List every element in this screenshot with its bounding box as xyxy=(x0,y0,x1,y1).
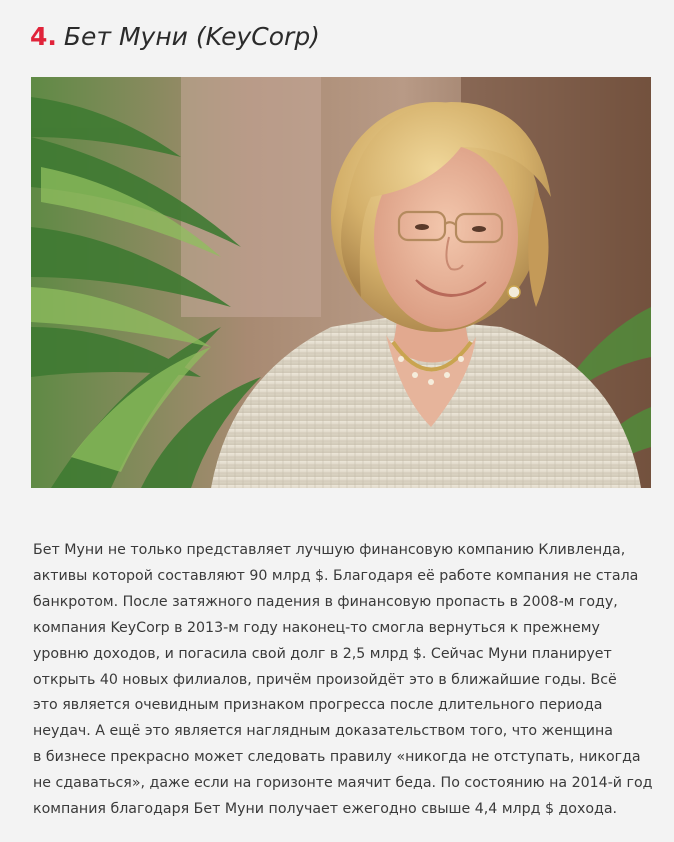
paragraph-line: неудач. А ещё это является наглядным доказательством того, что женщина xyxy=(33,723,613,740)
article-heading xyxy=(30,22,320,62)
paragraph-line: активы которой составляют 90 млрд $. Благодаря её работе компания не стала xyxy=(33,567,639,584)
paragraph-line: это является очевидным признаком прогресса после длительного периода xyxy=(33,697,603,714)
article-paragraph xyxy=(33,538,653,823)
paragraph-line: банкротом. После затяжного падения в финансовую пропасть в 2008-м году, xyxy=(33,593,618,610)
portrait-photo xyxy=(31,77,651,488)
article-title: Бет Муни (KeyCorp) xyxy=(63,22,320,51)
paragraph-line: компания благодаря Бет Муни получает ежегодно свыше 4,4 млрд $ дохода. xyxy=(33,801,618,818)
paragraph-line: открыть 40 новых филиалов, причём произойдёт это в ближайшие годы. Всё xyxy=(33,671,617,688)
rank-number: 4. xyxy=(30,22,57,51)
paragraph-line: в бизнесе прекрасно может следовать правилу «никогда не отступать, никогда xyxy=(33,749,641,766)
portrait-illustration xyxy=(31,77,651,488)
paragraph-line: уровню доходов, и погасила свой долг в 2,5 млрд $. Сейчас Муни планирует xyxy=(33,645,612,662)
paragraph-line: компания KeyCorp в 2013-м году наконец-то смогла вернуться к прежнему xyxy=(33,619,600,636)
paragraph-line: Бет Муни не только представляет лучшую финансовую компанию Кливленда, xyxy=(33,542,626,558)
paragraph-line: не сдаваться», даже если на горизонте маячит беда. По состоянию на 2014-й год xyxy=(33,775,653,792)
